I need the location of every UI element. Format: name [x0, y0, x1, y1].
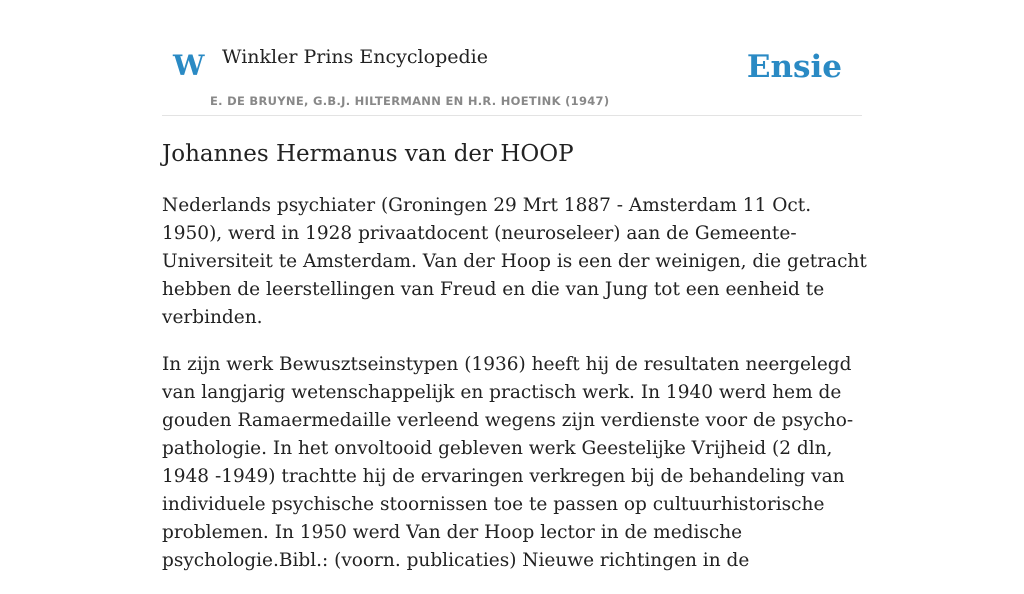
article-paragraph: In zijn werk Bewusztseinstypen (1936) heeft hij de resultaten neergelegd van langjarig wetenschappelijk en practisch werk. In 1940 werd hem de gouden Ramaermedaille verleend wegens zijn verdienste voor de psycho-pathologie. In het onvoltooid gebleven werk Geestelijke Vrijheid (2 dln, 1948 -1949) trachtte hij de ervaringen verkregen bij de behandeling van individuele psychische stoornissen toe te passen op cultuurhistorische problemen. In 1950 werd Van der Hoop lector in de medische psychologie.Bibl.: (voorn. publicaties) Nieuwe richtingen in de — [162, 354, 854, 571]
header — [162, 38, 862, 116]
encyclopedia-logo: W — [173, 49, 205, 82]
article-paragraph: Nederlands psychiater (Groningen 29 Mrt 1887 - Amsterdam 11 Oct. 1950), werd in 1928 privaatdocent (neuroseleer) aan de Gemeente-Universiteit te Amsterdam. Van der Hoop is een der weinigen, die getracht hebben de leerstellingen van Freud en die van Jung tot een eenheid te verbinden. — [162, 195, 867, 328]
article-body — [162, 192, 872, 594]
encyclopedia-authors: E. DE BRUYNE, G.B.J. HILTERMANN EN H.R. HOETINK (1947) — [210, 94, 610, 108]
ensie-logo-link[interactable]: Ensie — [746, 49, 842, 85]
article-title: Johannes Hermanus van der HOOP — [162, 141, 574, 167]
encyclopedia-title[interactable]: Winkler Prins Encyclopedie — [222, 46, 488, 68]
